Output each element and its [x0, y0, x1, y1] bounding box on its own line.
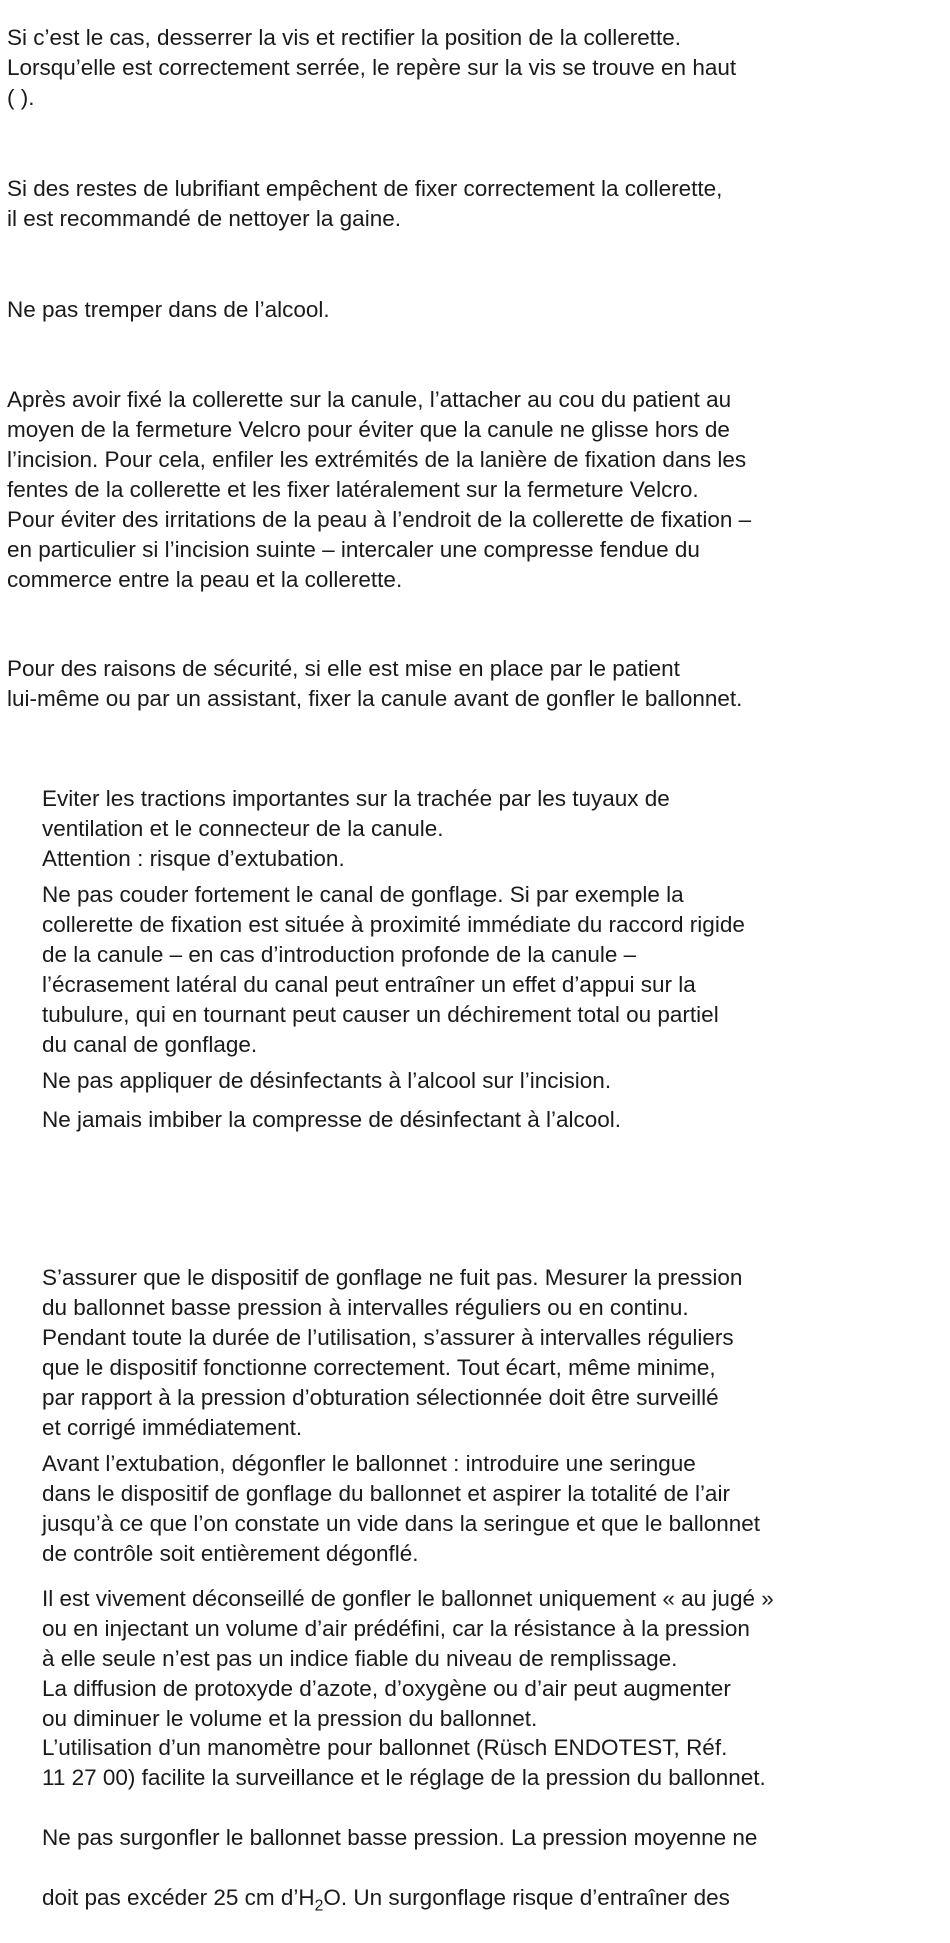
paragraph-velcro-fixation: Après avoir fixé la collerette sur la canule, l’attacher au cou du patient au moyen de la fermeture Velcro pour éviter que la canule ne glisse hors de l’incision. Pour cela, enfiler les extrémités de la lanière de fixation dans les fentes de la collerette et les fixer latéralement sur la fermeture Velcro. Pour éviter des irritations de la peau à l’endroit de la collerette de fixation – en particulier si l’incision suinte – intercaler une compresse fendue du commerce entre la peau et la collerette. — [7, 387, 752, 592]
overinflation-line-1: Ne pas surgonfler le ballonnet basse pression. La pression moyenne ne — [42, 1825, 758, 1850]
paragraph-no-alcohol: Ne pas tremper dans de l’alcool. — [7, 297, 330, 322]
warning-leak-check: S’assurer que le dispositif de gonflage ne fuit pas. Mesurer la pression du ballonnet basse pression à intervalles réguliers ou en continu. Pendant toute la durée de l’utilisation, s’assurer à intervalles réguliers que le dispositif fonctionne correctement. Tout écart, même minime, par rapport à la pression d’obturation sélectionnée doit être surveillé et corrigé immédiatement. — [42, 1265, 743, 1440]
warning-estimated-inflation: Il est vivement déconseillé de gonfler le ballonnet uniquement « au jugé » ou en injectant un volume d’air prédéfini, car la résistance à la pression à elle seule n’est pas un indice fiable du niveau de remplissage. La diffusion de protoxyde d’azote, d’oxygène ou d’air peut augmenter ou diminuer le volume et la pression du ballonnet. — [42, 1586, 774, 1731]
subscript-2: 2 — [314, 1897, 324, 1915]
paragraph-collerette-adjust: Si c’est le cas, desserrer la vis et rectifier la position de la collerette. Lorsqu’elle est correctement serrée, le repère sur la vis se trouve en haut ( ). — [7, 25, 737, 110]
warning-traction: Eviter les tractions importantes sur la trachée par les tuyaux de ventilation et le connecteur de la canule. Attention : risque d’extubation. — [42, 786, 670, 871]
warning-disinfectant-incision: Ne pas appliquer de désinfectants à l’alcool sur l’incision. — [42, 1068, 612, 1093]
warning-manometer: L’utilisation d’un manomètre pour ballonnet (Rüsch ENDOTEST, Réf. 11 27 00) facilite la surveillance et le réglage de la pression du ballonnet. — [42, 1735, 766, 1790]
paragraph-safety-fixation: Pour des raisons de sécurité, si elle est mise en place par le patient lui-même ou par un assistant, fixer la canule avant de gonfler le ballonnet. — [7, 656, 743, 711]
paragraph-lubricant-cleaning: Si des restes de lubrifiant empêchent de fixer correctement la collerette, il est recommandé de nettoyer la gaine. — [7, 176, 723, 231]
overinflation-line-2: doit pas excéder 25 cm $d’H_2O$. Un surgonflage risque d’entraîner des — [42, 1885, 730, 1915]
warning-compress-alcohol: Ne jamais imbiber la compresse de désinfectant à l’alcool. — [42, 1107, 622, 1132]
warning-deflate-before-extubation: Avant l’extubation, dégonfler le ballonnet : introduire une seringue dans le dispositif de gonflage du ballonnet et aspirer la totalité de l’air jusqu’à ce que l’on constate un vide dans la seringue et que le ballonnet de contrôle soit entièrement dégonflé. — [42, 1451, 761, 1566]
warning-inflation-channel: Ne pas couder fortement le canal de gonflage. Si par exemple la collerette de fixation est située à proximité immédiate du raccord rigide de la canule – en cas d’introduction profonde de la canule – l’écrasement latéral du canal peut entraîner un effet d’appui sur la tubulure, qui en tournant peut causer un déchirement total ou partiel du canal de gonflage. — [42, 882, 745, 1057]
warning-overinflation — [42, 1793, 942, 1943]
